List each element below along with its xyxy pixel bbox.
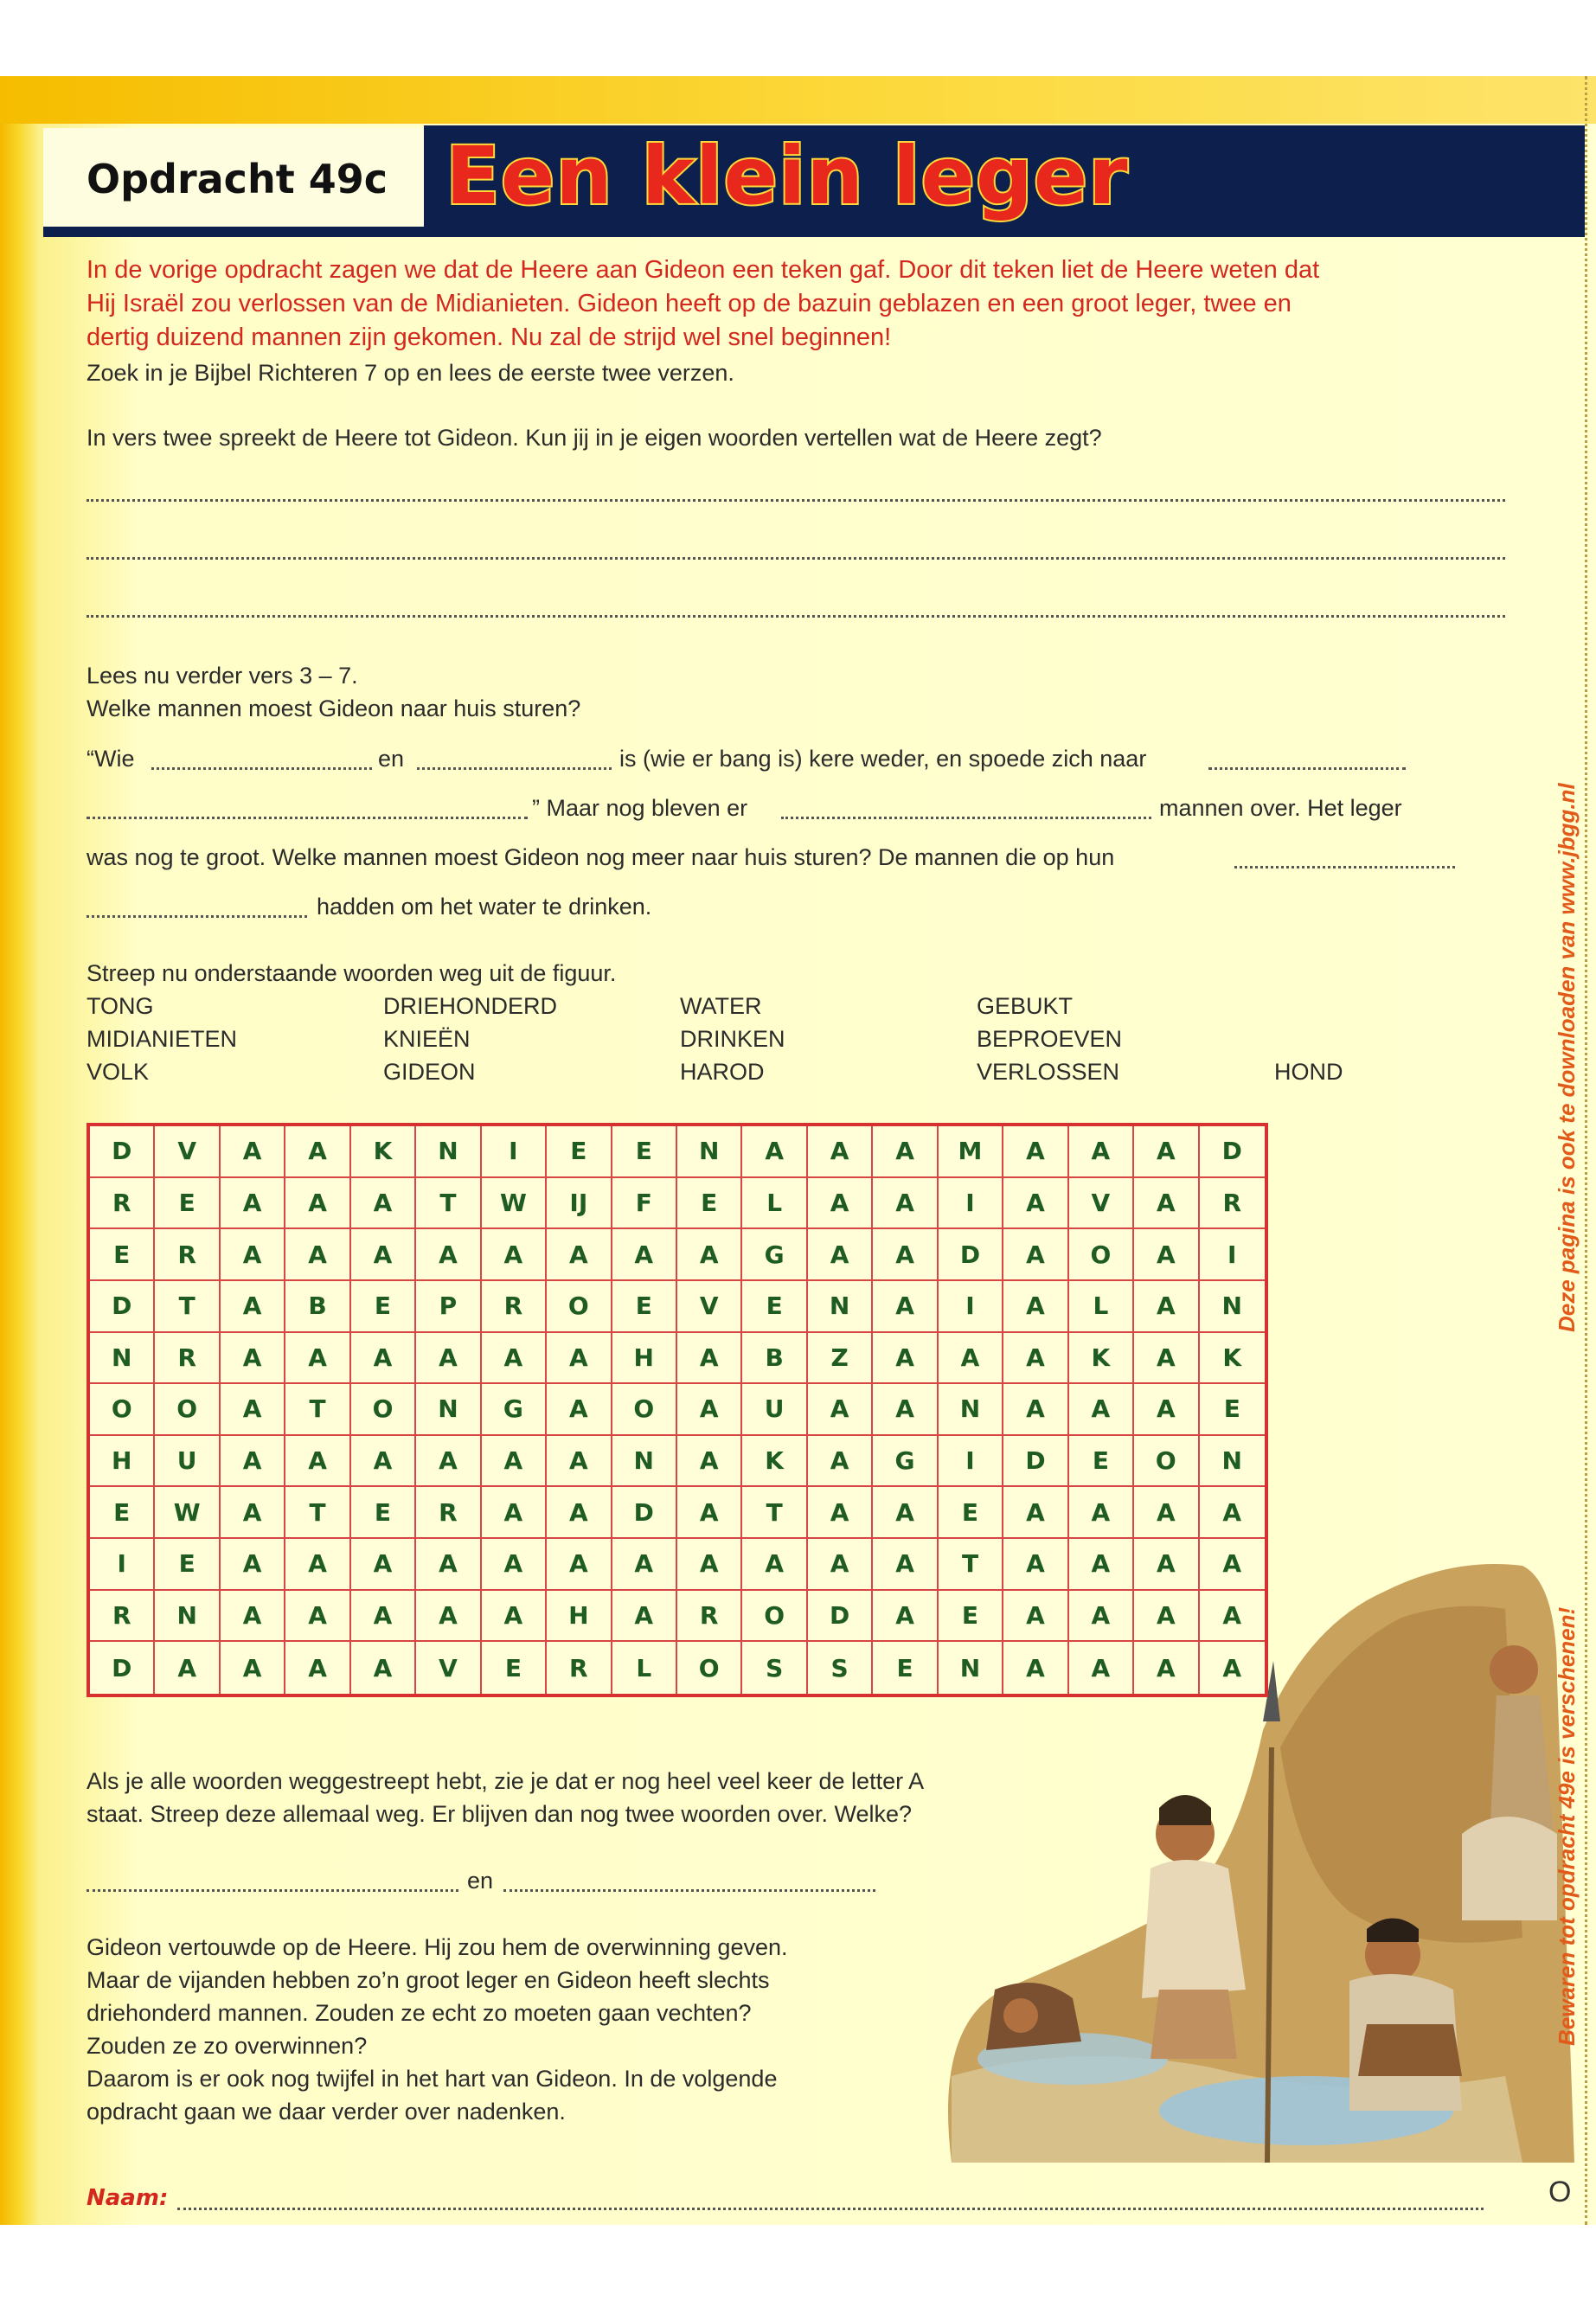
grid-cell[interactable]: A bbox=[285, 1178, 350, 1230]
answer-line-3[interactable] bbox=[87, 615, 1505, 618]
grid-cell[interactable]: A bbox=[351, 1539, 416, 1591]
word-harod: HAROD bbox=[680, 1059, 765, 1085]
grid-cell[interactable]: A bbox=[416, 1229, 481, 1281]
grid-cell[interactable]: A bbox=[547, 1229, 612, 1281]
grid-cell[interactable]: A bbox=[416, 1539, 481, 1591]
grid-cell[interactable]: I bbox=[90, 1539, 155, 1591]
grid-cell[interactable]: R bbox=[90, 1591, 155, 1643]
grid-cell[interactable]: A bbox=[677, 1384, 742, 1436]
grid-cell[interactable]: B bbox=[742, 1333, 807, 1385]
download-notice: Deze pagina is ook te downloaden van www.jbgg.nl bbox=[1554, 783, 1580, 1332]
grid-cell[interactable]: A bbox=[547, 1436, 612, 1488]
grid-cell[interactable]: O bbox=[1069, 1229, 1134, 1281]
grid-cell[interactable]: A bbox=[1003, 1229, 1068, 1281]
grid-cell[interactable]: P bbox=[416, 1281, 481, 1333]
grid-cell[interactable]: A bbox=[873, 1126, 938, 1178]
grid-cell[interactable]: N bbox=[90, 1333, 155, 1385]
grid-cell[interactable]: T bbox=[285, 1384, 350, 1436]
blank-naar[interactable] bbox=[1208, 767, 1406, 770]
grid-cell[interactable]: N bbox=[612, 1436, 677, 1488]
word-midianieten: MIDIANIETEN bbox=[87, 1026, 238, 1052]
grid-cell[interactable]: O bbox=[155, 1384, 220, 1436]
grid-cell[interactable]: A bbox=[742, 1539, 807, 1591]
after-grid-line-2: staat. Streep deze allemaal weg. Er blijven dan nog twee woorden over. Welke? bbox=[87, 1801, 913, 1827]
grid-cell[interactable]: R bbox=[677, 1591, 742, 1643]
grid-cell[interactable]: D bbox=[90, 1126, 155, 1178]
grid-cell[interactable]: F bbox=[612, 1178, 677, 1230]
grid-cell[interactable]: A bbox=[808, 1436, 873, 1488]
grid-cell[interactable]: O bbox=[90, 1384, 155, 1436]
grid-cell[interactable]: R bbox=[90, 1178, 155, 1230]
grid-cell[interactable]: A bbox=[873, 1539, 938, 1591]
grid-cell[interactable]: A bbox=[482, 1333, 547, 1385]
grid-cell[interactable]: A bbox=[221, 1591, 285, 1643]
grid-cell[interactable]: A bbox=[482, 1487, 547, 1539]
grid-cell[interactable]: A bbox=[1003, 1333, 1068, 1385]
wordlist-intro: Streep nu onderstaande woorden weg uit de figuur. bbox=[87, 960, 617, 986]
grid-cell[interactable]: A bbox=[351, 1229, 416, 1281]
grid-cell[interactable]: A bbox=[612, 1591, 677, 1643]
name-field[interactable] bbox=[177, 2208, 1484, 2210]
grid-cell[interactable]: I bbox=[482, 1126, 547, 1178]
grid-cell[interactable]: O bbox=[677, 1642, 742, 1694]
grid-cell[interactable]: A bbox=[285, 1436, 350, 1488]
name-label: Naam: bbox=[87, 2185, 169, 2211]
fill4-text: hadden om het water te drinken. bbox=[317, 894, 652, 920]
grid-cell[interactable]: A bbox=[285, 1229, 350, 1281]
grid-cell[interactable]: U bbox=[742, 1384, 807, 1436]
grid-cell[interactable]: A bbox=[1134, 1384, 1199, 1436]
grid-cell[interactable]: E bbox=[90, 1229, 155, 1281]
grid-cell[interactable]: A bbox=[677, 1539, 742, 1591]
grid-cell[interactable]: A bbox=[221, 1539, 285, 1591]
word-knieen: KNIEËN bbox=[383, 1026, 471, 1052]
grid-cell[interactable]: L bbox=[612, 1642, 677, 1694]
grid-cell[interactable]: A bbox=[1003, 1178, 1068, 1230]
grid-cell[interactable]: A bbox=[547, 1384, 612, 1436]
grid-cell[interactable]: D bbox=[808, 1591, 873, 1643]
grid-cell[interactable]: A bbox=[1069, 1591, 1134, 1643]
grid-cell[interactable]: E bbox=[612, 1126, 677, 1178]
grid-cell[interactable]: N bbox=[677, 1126, 742, 1178]
grid-cell[interactable]: T bbox=[742, 1487, 807, 1539]
fill2-rest: mannen over. Het leger bbox=[1159, 795, 1402, 821]
grid-cell[interactable]: E bbox=[1200, 1384, 1265, 1436]
grid-cell[interactable]: S bbox=[742, 1642, 807, 1694]
grid-cell[interactable]: K bbox=[351, 1126, 416, 1178]
word-driehonderd: DRIEHONDERD bbox=[383, 993, 558, 1019]
blank-word-1[interactable] bbox=[87, 1889, 458, 1892]
closing-line-1: Gideon vertouwde op de Heere. Hij zou hem de overwinning geven. bbox=[87, 1934, 788, 1960]
grid-cell[interactable]: A bbox=[1200, 1591, 1265, 1643]
grid-cell[interactable]: A bbox=[939, 1333, 1003, 1385]
grid-cell[interactable]: A bbox=[221, 1436, 285, 1488]
grid-cell[interactable]: O bbox=[612, 1384, 677, 1436]
grid-cell[interactable]: A bbox=[1003, 1642, 1068, 1694]
grid-cell[interactable]: A bbox=[221, 1333, 285, 1385]
grid-cell[interactable]: E bbox=[90, 1487, 155, 1539]
fill2-bleven: ” Maar nog bleven er bbox=[532, 795, 748, 821]
grid-cell[interactable]: IJ bbox=[547, 1178, 612, 1230]
grid-cell[interactable]: A bbox=[221, 1642, 285, 1694]
grid-cell[interactable]: I bbox=[939, 1281, 1003, 1333]
grid-cell[interactable]: A bbox=[351, 1591, 416, 1643]
blank-hun[interactable] bbox=[1234, 866, 1455, 868]
word-water: WATER bbox=[680, 993, 762, 1019]
grid-cell[interactable]: A bbox=[547, 1333, 612, 1385]
grid-cell[interactable]: R bbox=[155, 1333, 220, 1385]
fill1-en: en bbox=[378, 746, 405, 772]
grid-cell[interactable]: R bbox=[416, 1487, 481, 1539]
blank-count[interactable] bbox=[781, 817, 1151, 819]
perforation-edge bbox=[1585, 76, 1596, 2225]
grid-cell[interactable]: A bbox=[808, 1539, 873, 1591]
grid-cell[interactable]: T bbox=[939, 1539, 1003, 1591]
grid-cell[interactable]: I bbox=[939, 1178, 1003, 1230]
grid-cell[interactable]: A bbox=[742, 1126, 807, 1178]
grid-cell[interactable]: G bbox=[742, 1229, 807, 1281]
grid-cell[interactable]: O bbox=[351, 1384, 416, 1436]
fill3-text: was nog te groot. Welke mannen moest Gideon nog meer naar huis sturen? De mannen die op hun bbox=[87, 844, 1115, 870]
grid-cell[interactable]: A bbox=[873, 1178, 938, 1230]
grid-cell[interactable]: A bbox=[808, 1384, 873, 1436]
grid-cell[interactable]: E bbox=[155, 1539, 220, 1591]
intro-line-2: Hij Israël zou verlossen van de Midianieten. Gideon heeft op de bazuin geblazen en een groot leger, twee en bbox=[87, 290, 1292, 317]
grid-cell[interactable]: A bbox=[416, 1333, 481, 1385]
grid-cell[interactable]: R bbox=[482, 1281, 547, 1333]
grid-cell[interactable]: A bbox=[677, 1487, 742, 1539]
grid-cell[interactable]: D bbox=[1200, 1126, 1265, 1178]
grid-cell[interactable]: O bbox=[547, 1281, 612, 1333]
grid-cell[interactable]: E bbox=[351, 1281, 416, 1333]
grid-cell[interactable]: A bbox=[221, 1281, 285, 1333]
grid-cell[interactable]: E bbox=[482, 1642, 547, 1694]
grid-cell[interactable]: A bbox=[1134, 1539, 1199, 1591]
page-marker: O bbox=[1548, 2176, 1572, 2208]
grid-cell[interactable]: T bbox=[416, 1178, 481, 1230]
grid-cell[interactable]: A bbox=[1134, 1229, 1199, 1281]
grid-cell[interactable]: K bbox=[1200, 1333, 1265, 1385]
grid-cell[interactable]: K bbox=[742, 1436, 807, 1488]
grid-cell[interactable]: A bbox=[1222, 1653, 1242, 1682]
grid-cell[interactable]: D bbox=[90, 1281, 155, 1333]
grid-cell[interactable]: W bbox=[155, 1487, 220, 1539]
grid-cell[interactable]: V bbox=[155, 1126, 220, 1178]
grid-cell[interactable]: A bbox=[351, 1178, 416, 1230]
word-drinken: DRINKEN bbox=[680, 1026, 785, 1052]
section2-line-2: Welke mannen moest Gideon naar huis sturen? bbox=[87, 695, 581, 721]
grid-cell[interactable]: L bbox=[1069, 1281, 1134, 1333]
grid-cell[interactable]: A bbox=[1003, 1384, 1068, 1436]
grid-cell[interactable]: E bbox=[939, 1487, 1003, 1539]
grid-cell[interactable]: A bbox=[285, 1591, 350, 1643]
grid-cell[interactable]: A bbox=[221, 1126, 285, 1178]
grid-cell[interactable]: A bbox=[1134, 1642, 1199, 1694]
word-gideon: GIDEON bbox=[383, 1059, 476, 1085]
grid-cell[interactable]: O bbox=[1134, 1436, 1199, 1488]
grid-cell[interactable]: A bbox=[221, 1178, 285, 1230]
grid-cell[interactable]: A bbox=[1134, 1333, 1199, 1385]
grid-cell[interactable]: W bbox=[482, 1178, 547, 1230]
fill1-wie: “Wie bbox=[87, 746, 135, 772]
grid-cell[interactable]: A bbox=[285, 1642, 350, 1694]
grid-cell[interactable]: I bbox=[939, 1436, 1003, 1488]
grid-cell[interactable]: R bbox=[547, 1642, 612, 1694]
grid-cell[interactable]: D bbox=[90, 1642, 155, 1694]
grid-cell[interactable]: A bbox=[1003, 1487, 1068, 1539]
grid-cell[interactable]: A bbox=[873, 1333, 938, 1385]
grid-cell[interactable]: N bbox=[939, 1384, 1003, 1436]
grid-cell[interactable]: L bbox=[742, 1178, 807, 1230]
grid-cell[interactable]: E bbox=[1069, 1436, 1134, 1488]
grid-cell[interactable]: E bbox=[742, 1281, 807, 1333]
grid-cell[interactable]: A bbox=[1069, 1384, 1134, 1436]
word-verlossen: VERLOSSEN bbox=[977, 1059, 1120, 1085]
assignment-label: Opdracht 49c bbox=[87, 156, 388, 202]
grid-cell[interactable]: N bbox=[939, 1642, 1003, 1694]
page-title: Een klein leger bbox=[445, 130, 1129, 222]
grid-cell[interactable]: A bbox=[1134, 1178, 1199, 1230]
intro-line-1: In de vorige opdracht zagen we dat de Heere aan Gideon een teken gaf. Door dit teken liet de Heere weten dat bbox=[87, 256, 1320, 284]
grid-cell[interactable]: A bbox=[1200, 1539, 1265, 1591]
grid-cell[interactable]: R bbox=[1200, 1178, 1265, 1230]
grid-cell[interactable]: A bbox=[677, 1229, 742, 1281]
grid-cell[interactable]: A bbox=[873, 1487, 938, 1539]
grid-cell[interactable]: A bbox=[1003, 1591, 1068, 1643]
grid-cell[interactable]: E bbox=[155, 1178, 220, 1230]
answer-line-2[interactable] bbox=[87, 557, 1505, 560]
grid-cell[interactable]: A bbox=[416, 1436, 481, 1488]
word-beproeven: BEPROEVEN bbox=[977, 1026, 1123, 1052]
blank-en[interactable] bbox=[417, 767, 612, 770]
grid-cell[interactable]: A bbox=[285, 1126, 350, 1178]
grid-cell[interactable]: A bbox=[547, 1539, 612, 1591]
grid-cell[interactable]: V bbox=[416, 1642, 481, 1694]
grid-cell[interactable]: N bbox=[416, 1126, 481, 1178]
grid-cell[interactable]: A bbox=[1134, 1487, 1199, 1539]
fill1-rest: is (wie er bang is) kere weder, en spoede zich naar bbox=[619, 746, 1147, 772]
grid-cell[interactable]: N bbox=[1200, 1281, 1265, 1333]
grid-cell[interactable]: A bbox=[612, 1229, 677, 1281]
intro-line-4: Zoek in je Bijbel Richteren 7 op en lees de eerste twee verzen. bbox=[87, 360, 734, 386]
grid-cell[interactable]: A bbox=[1069, 1642, 1134, 1694]
top-band bbox=[0, 76, 1596, 124]
grid-cell[interactable]: A bbox=[1069, 1539, 1134, 1591]
grid-cell[interactable]: H bbox=[90, 1436, 155, 1488]
grid-cell[interactable]: E bbox=[351, 1487, 416, 1539]
grid-cell[interactable]: T bbox=[285, 1487, 350, 1539]
blank-word-2[interactable] bbox=[503, 1889, 875, 1892]
grid-cell[interactable]: A bbox=[351, 1642, 416, 1694]
grid-cell[interactable]: A bbox=[808, 1487, 873, 1539]
grid-cell[interactable]: A bbox=[873, 1384, 938, 1436]
grid-cell[interactable]: Z bbox=[808, 1333, 873, 1385]
grid-cell[interactable]: M bbox=[939, 1126, 1003, 1178]
grid-cell[interactable]: A bbox=[612, 1539, 677, 1591]
grid-cell[interactable]: N bbox=[416, 1384, 481, 1436]
grid-cell[interactable]: A bbox=[482, 1591, 547, 1643]
word-volk: VOLK bbox=[87, 1059, 150, 1085]
grid-cell[interactable]: E bbox=[547, 1126, 612, 1178]
intro-line-3: dertig duizend mannen zijn gekomen. Nu zal de strijd wel snel beginnen! bbox=[87, 324, 892, 351]
grid-cell[interactable]: A bbox=[221, 1384, 285, 1436]
section2-line-1: Lees nu verder vers 3 – 7. bbox=[87, 663, 358, 689]
grid-cell[interactable]: A bbox=[677, 1436, 742, 1488]
grid-cell[interactable]: V bbox=[1069, 1178, 1134, 1230]
grid-cell[interactable]: H bbox=[612, 1333, 677, 1385]
grid-cell[interactable]: S bbox=[808, 1642, 873, 1694]
grid-cell[interactable]: D bbox=[612, 1487, 677, 1539]
grid-cell[interactable]: A bbox=[873, 1591, 938, 1643]
word-tong: TONG bbox=[87, 993, 154, 1019]
grid-cell[interactable]: A bbox=[873, 1229, 938, 1281]
grid-cell[interactable]: A bbox=[221, 1229, 285, 1281]
grid-cell[interactable]: A bbox=[808, 1229, 873, 1281]
grid-cell[interactable]: R bbox=[155, 1229, 220, 1281]
grid-cell[interactable]: A bbox=[416, 1591, 481, 1643]
grid-cell[interactable]: D bbox=[939, 1229, 1003, 1281]
grid-cell[interactable]: N bbox=[1200, 1436, 1265, 1488]
grid-cell[interactable]: E bbox=[677, 1178, 742, 1230]
blank-posture[interactable] bbox=[87, 915, 307, 918]
grid-cell[interactable]: A bbox=[155, 1642, 220, 1694]
grid-cell[interactable]: E bbox=[873, 1642, 938, 1694]
closing-line-6: opdracht gaan we daar verder over nadenken. bbox=[87, 2099, 566, 2125]
keep-notice: Bewaren tot opdracht 49e is verschenen! bbox=[1554, 1606, 1580, 2046]
answer-line-1[interactable] bbox=[87, 499, 1505, 502]
grid-cell[interactable]: G bbox=[873, 1436, 938, 1488]
word-hond: HOND bbox=[1274, 1059, 1343, 1085]
grid-cell[interactable]: E bbox=[612, 1281, 677, 1333]
after-grid-en: en bbox=[467, 1868, 494, 1894]
closing-line-3: driehonderd mannen. Zouden ze echt zo moeten gaan vechten? bbox=[87, 2000, 752, 2026]
grid-cell[interactable]: D bbox=[1003, 1436, 1068, 1488]
grid-cell[interactable]: H bbox=[547, 1591, 612, 1643]
grid-cell[interactable]: A bbox=[1003, 1539, 1068, 1591]
grid-cell[interactable]: U bbox=[155, 1436, 220, 1488]
grid-cell[interactable]: A bbox=[808, 1126, 873, 1178]
grid-cell[interactable]: A bbox=[1069, 1487, 1134, 1539]
grid-cell[interactable]: A bbox=[808, 1178, 873, 1230]
header-underline bbox=[43, 227, 1585, 237]
grid-cell[interactable]: A bbox=[1003, 1126, 1068, 1178]
word-gebukt: GEBUKT bbox=[977, 993, 1074, 1019]
grid-cell[interactable]: A bbox=[1134, 1281, 1199, 1333]
question-1: In vers twee spreekt de Heere tot Gideon. Kun jij in je eigen woorden vertellen wat de Heere zegt? bbox=[87, 425, 1102, 451]
grid-cell[interactable]: B bbox=[285, 1281, 350, 1333]
grid-cell[interactable]: O bbox=[742, 1591, 807, 1643]
grid-cell[interactable]: A bbox=[285, 1333, 350, 1385]
grid-cell[interactable]: A bbox=[547, 1487, 612, 1539]
grid-cell[interactable]: A bbox=[482, 1229, 547, 1281]
blank-place[interactable] bbox=[87, 817, 528, 819]
grid-cell[interactable]: E bbox=[939, 1591, 1003, 1643]
grid-cell[interactable]: G bbox=[482, 1384, 547, 1436]
grid-cell[interactable]: A bbox=[285, 1539, 350, 1591]
grid-cell[interactable]: A bbox=[1200, 1487, 1265, 1539]
closing-line-5: Daarom is er ook nog twijfel in het hart van Gideon. In de volgende bbox=[87, 2066, 778, 2092]
grid-cell[interactable]: A bbox=[221, 1487, 285, 1539]
grid-cell[interactable]: A bbox=[1003, 1281, 1068, 1333]
blank-wie[interactable] bbox=[151, 767, 372, 770]
grid-cell[interactable]: T bbox=[155, 1281, 220, 1333]
grid-cell[interactable]: A bbox=[873, 1281, 938, 1333]
grid-cell[interactable]: A bbox=[482, 1539, 547, 1591]
grid-cell[interactable]: A bbox=[351, 1333, 416, 1385]
grid-cell[interactable]: A bbox=[1134, 1591, 1199, 1643]
grid-cell[interactable]: A bbox=[677, 1333, 742, 1385]
closing-line-2: Maar de vijanden hebben zo’n groot leger en Gideon heeft slechts bbox=[87, 1967, 770, 1993]
grid-cell[interactable]: V bbox=[677, 1281, 742, 1333]
grid-cell[interactable]: A bbox=[1069, 1126, 1134, 1178]
word-search-grid[interactable] bbox=[87, 1123, 1268, 1697]
grid-cell[interactable]: A bbox=[351, 1436, 416, 1488]
grid-cell[interactable]: A bbox=[482, 1436, 547, 1488]
grid-cell[interactable]: N bbox=[155, 1591, 220, 1643]
grid-cell[interactable]: K bbox=[1069, 1333, 1134, 1385]
grid-cell[interactable]: A bbox=[1134, 1126, 1199, 1178]
after-grid-line-1: Als je alle woorden weggestreept hebt, zie je dat er nog heel veel keer de letter A bbox=[87, 1768, 925, 1794]
grid-cell[interactable]: I bbox=[1200, 1229, 1265, 1281]
grid-cell[interactable]: N bbox=[808, 1281, 873, 1333]
closing-line-4: Zouden ze zo overwinnen? bbox=[87, 2033, 368, 2059]
